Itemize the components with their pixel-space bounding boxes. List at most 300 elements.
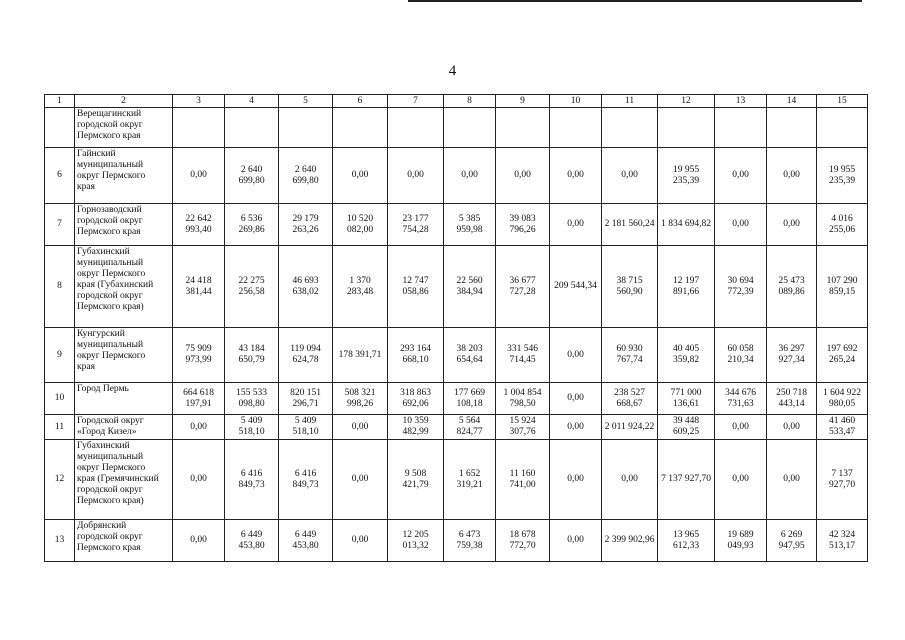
cell-text: 973,99 xyxy=(185,355,212,365)
value-cell xyxy=(602,440,658,520)
value-cell xyxy=(817,383,868,415)
cell-text: городской округ xyxy=(77,291,143,301)
cell-text: 9 508 xyxy=(404,468,427,479)
cell-text: Пермского края) xyxy=(77,302,144,312)
row-number: 12 xyxy=(45,440,75,520)
cell-text: 283,48 xyxy=(346,286,374,297)
value-cell xyxy=(602,204,658,246)
top-border-line xyxy=(408,0,862,2)
value-cell xyxy=(658,108,715,148)
cell-text: городской округ xyxy=(77,120,143,130)
column-header: 12 xyxy=(658,95,715,108)
cell-text: 668,67 xyxy=(616,398,643,409)
value-cell xyxy=(817,328,868,383)
cell-text: 12 197 xyxy=(672,275,700,286)
cell-text: 0,00 xyxy=(567,535,584,545)
cell-text: 1 604 922 xyxy=(823,387,861,398)
value-cell xyxy=(658,520,715,562)
column-header: 10 xyxy=(550,95,602,108)
column-header: 7 xyxy=(388,95,444,108)
cell-text: 12 747 xyxy=(402,275,429,286)
value-cell xyxy=(715,246,767,328)
cell-text: 293 164 xyxy=(400,344,431,354)
value-cell xyxy=(333,520,388,562)
cell-text: 296,71 xyxy=(292,398,319,409)
value-cell xyxy=(496,246,550,328)
value-cell xyxy=(550,108,602,148)
value-cell xyxy=(333,108,388,148)
cell-text: 15 924 xyxy=(509,416,536,426)
value-cell xyxy=(388,246,444,328)
cell-text: 7 137 927,70 xyxy=(661,474,711,484)
cell-text: 508 321 xyxy=(344,387,376,398)
cell-text: 210,34 xyxy=(727,355,754,365)
cell-text: 209 544,34 xyxy=(554,281,597,291)
cell-text: 0,00 xyxy=(621,474,638,484)
cell-text: Пермского края xyxy=(77,227,141,237)
cell-text: 1 834 694,82 xyxy=(661,219,711,229)
value-cell xyxy=(225,204,279,246)
value-cell xyxy=(225,148,279,204)
cell-text: 082,00 xyxy=(346,224,374,235)
cell-text: края (Губахинский xyxy=(77,280,154,290)
cell-text: Городской округ xyxy=(77,416,144,426)
cell-text: 10 520 xyxy=(346,213,374,224)
cell-text: 13 965 xyxy=(672,529,700,540)
cell-text: 5 385 xyxy=(458,213,481,224)
value-cell xyxy=(225,328,279,383)
value-cell xyxy=(333,246,388,328)
cell-text: 41 460 xyxy=(828,416,856,426)
value-cell xyxy=(279,148,333,204)
cell-text: 650,79 xyxy=(238,355,265,365)
cell-text: 43 184 xyxy=(238,344,265,354)
value-cell xyxy=(496,108,550,148)
cell-text: края (Гремячинский xyxy=(77,474,159,484)
cell-text: 820 151 xyxy=(290,387,321,398)
value-cell xyxy=(817,415,868,440)
value-cell xyxy=(767,204,817,246)
cell-text: 46 693 xyxy=(292,275,319,286)
cell-text: 0,00 xyxy=(732,421,749,432)
value-cell xyxy=(444,440,496,520)
value-cell xyxy=(550,328,602,383)
cell-text: городской округ xyxy=(77,532,143,542)
cell-text: 513,17 xyxy=(828,540,856,551)
cell-text: 197 692 xyxy=(826,344,858,354)
value-cell xyxy=(496,383,550,415)
row-number: 13 xyxy=(45,520,75,562)
cell-text: 5 564 xyxy=(458,416,481,426)
value-cell xyxy=(658,383,715,415)
cell-text: 692,06 xyxy=(402,398,429,409)
cell-text: 318 863 xyxy=(400,387,431,398)
table-row xyxy=(45,204,868,246)
value-cell xyxy=(225,246,279,328)
cell-text: 612,33 xyxy=(672,540,700,551)
value-cell xyxy=(388,204,444,246)
value-cell xyxy=(333,148,388,204)
value-cell xyxy=(602,108,658,148)
municipality-name xyxy=(75,246,173,328)
cell-text: 2 011 924,22 xyxy=(604,421,655,432)
cell-text: 23 177 xyxy=(402,213,429,224)
cell-text: 1 004 854 xyxy=(503,387,542,398)
cell-text: края xyxy=(77,362,95,372)
cell-text: 10 359 xyxy=(402,416,429,426)
value-cell xyxy=(496,204,550,246)
value-cell xyxy=(444,415,496,440)
cell-text: Кунгурский xyxy=(77,329,125,339)
cell-text: 624,78 xyxy=(292,355,319,365)
cell-text: 0,00 xyxy=(351,535,369,545)
cell-text: 714,45 xyxy=(509,355,536,365)
value-cell xyxy=(767,520,817,562)
cell-text: 0,00 xyxy=(783,219,800,229)
value-cell xyxy=(173,415,225,440)
value-cell xyxy=(550,440,602,520)
cell-text: 0,00 xyxy=(567,474,584,484)
cell-text: 12 205 xyxy=(402,529,429,540)
value-cell xyxy=(333,415,388,440)
column-header: 15 xyxy=(817,95,868,108)
cell-text: 108,18 xyxy=(456,398,483,409)
value-cell xyxy=(225,440,279,520)
municipality-name xyxy=(75,148,173,204)
cell-text: 0,00 xyxy=(190,170,207,180)
cell-text: 1 370 xyxy=(349,275,371,286)
cell-text: 533,47 xyxy=(828,427,856,437)
page-number: 4 xyxy=(448,63,457,79)
cell-text: 0,00 xyxy=(351,421,369,432)
value-cell xyxy=(444,383,496,415)
cell-text: 609,25 xyxy=(672,427,700,437)
value-cell xyxy=(715,383,767,415)
cell-text: 6 449 xyxy=(240,529,263,540)
cell-text: 0,00 xyxy=(190,474,207,484)
cell-text: 668,10 xyxy=(402,355,429,365)
cell-text: 359,82 xyxy=(672,355,700,365)
cell-text: 235,39 xyxy=(828,175,856,186)
value-cell xyxy=(715,204,767,246)
cell-text: 38 203 xyxy=(456,344,483,354)
cell-text: 155 533 xyxy=(236,387,267,398)
value-cell xyxy=(388,520,444,562)
cell-text: 2 399 902,96 xyxy=(604,535,655,545)
cell-text: 178 391,71 xyxy=(338,349,382,360)
cell-text: Добрянский xyxy=(77,521,127,531)
value-cell xyxy=(817,246,868,328)
cell-text: 849,73 xyxy=(292,479,319,490)
cell-text: 18 678 xyxy=(509,529,536,540)
value-cell xyxy=(658,440,715,520)
cell-text: 0,00 xyxy=(783,421,800,432)
cell-text: 098,80 xyxy=(238,398,265,409)
cell-text: 255,06 xyxy=(828,224,856,235)
cell-text: 2 640 xyxy=(294,164,317,175)
value-cell xyxy=(817,520,868,562)
value-cell xyxy=(496,328,550,383)
cell-text: 927,34 xyxy=(778,355,805,365)
value-cell xyxy=(444,108,496,148)
cell-text: 7 137 xyxy=(831,468,853,479)
value-cell xyxy=(388,415,444,440)
value-cell xyxy=(388,383,444,415)
cell-text: Губахинский xyxy=(77,441,130,451)
cell-text: 22 642 xyxy=(185,213,212,224)
value-cell xyxy=(444,204,496,246)
row-number: 6 xyxy=(45,148,75,204)
cell-text: муниципальный xyxy=(77,452,144,462)
cell-text: 927,70 xyxy=(828,479,856,490)
cell-text: городской округ xyxy=(77,216,143,226)
cell-text: 197,91 xyxy=(185,398,212,409)
value-cell xyxy=(550,148,602,204)
cell-text: 6 416 xyxy=(240,468,263,479)
cell-text: муниципальный xyxy=(77,340,144,350)
cell-text: 699,80 xyxy=(292,175,319,186)
value-cell xyxy=(279,440,333,520)
value-cell xyxy=(767,246,817,328)
cell-text: 443,14 xyxy=(778,398,805,409)
cell-text: 5 409 xyxy=(240,416,263,426)
cell-text: Верещагинский xyxy=(77,109,142,119)
cell-text: 256,58 xyxy=(238,286,265,297)
cell-text: 42 324 xyxy=(828,529,856,540)
cell-text: 269,86 xyxy=(238,224,265,235)
value-cell xyxy=(173,108,225,148)
municipality-name xyxy=(75,108,173,148)
row-number: 8 xyxy=(45,246,75,328)
value-cell xyxy=(333,440,388,520)
value-cell xyxy=(602,383,658,415)
value-cell xyxy=(817,148,868,204)
column-header: 3 xyxy=(173,95,225,108)
cell-text: 6 449 xyxy=(294,529,317,540)
cell-text: 0,00 xyxy=(407,170,424,180)
cell-text: 859,15 xyxy=(828,286,856,297)
table-row xyxy=(45,148,868,204)
column-header: 13 xyxy=(715,95,767,108)
cell-text: 0,00 xyxy=(783,170,800,180)
cell-text: 136,61 xyxy=(672,398,700,409)
value-cell xyxy=(602,520,658,562)
cell-text: 772,39 xyxy=(727,286,754,297)
row-number xyxy=(45,108,75,148)
row-number: 9 xyxy=(45,328,75,383)
value-cell xyxy=(388,108,444,148)
column-header: 14 xyxy=(767,95,817,108)
table-row xyxy=(45,108,868,148)
cell-text: 1 652 xyxy=(458,468,481,479)
cell-text: 0,00 xyxy=(190,421,207,432)
cell-text: 4 016 xyxy=(831,213,853,224)
row-number: 7 xyxy=(45,204,75,246)
cell-text: 453,80 xyxy=(238,540,265,551)
value-cell xyxy=(173,383,225,415)
column-header: 5 xyxy=(279,95,333,108)
cell-text: 947,95 xyxy=(778,540,805,551)
cell-text: 0,00 xyxy=(732,219,749,229)
column-header: 2 xyxy=(75,95,173,108)
cell-text: 38 715 xyxy=(616,275,643,286)
column-header: 8 xyxy=(444,95,496,108)
value-cell xyxy=(173,148,225,204)
value-cell xyxy=(767,148,817,204)
cell-text: 39 083 xyxy=(509,213,536,224)
cell-text: 654,64 xyxy=(456,355,483,365)
cell-text: 19 689 xyxy=(727,529,754,540)
cell-text: 60 058 xyxy=(727,344,754,354)
cell-text: 998,26 xyxy=(346,398,374,409)
value-cell xyxy=(225,415,279,440)
cell-text: 993,40 xyxy=(185,224,212,235)
cell-text: 29 179 xyxy=(292,213,319,224)
cell-text: 381,44 xyxy=(185,286,212,297)
value-cell xyxy=(715,415,767,440)
cell-text: 24 418 xyxy=(185,275,212,286)
cell-text: 0,00 xyxy=(567,170,584,180)
cell-text: округ Пермского xyxy=(77,171,146,181)
table-header-row xyxy=(45,95,868,108)
cell-text: муниципальный xyxy=(77,160,144,170)
value-cell xyxy=(602,148,658,204)
cell-text: 6 473 xyxy=(458,529,481,540)
cell-text: 19 955 xyxy=(672,164,700,175)
value-cell xyxy=(658,246,715,328)
cell-text: 453,80 xyxy=(292,540,319,551)
cell-text: 049,93 xyxy=(727,540,754,551)
cell-text: 0,00 xyxy=(351,474,369,484)
value-cell xyxy=(279,246,333,328)
cell-text: 235,39 xyxy=(672,175,700,186)
value-cell xyxy=(550,415,602,440)
value-cell xyxy=(173,204,225,246)
municipality-name xyxy=(75,204,173,246)
cell-text: 980,05 xyxy=(828,398,856,409)
column-header: 11 xyxy=(602,95,658,108)
cell-text: 331 546 xyxy=(507,344,538,354)
cell-text: 0,00 xyxy=(190,535,207,545)
cell-text: 40 405 xyxy=(672,344,700,354)
cell-text: 767,74 xyxy=(616,355,643,365)
cell-text: 30 694 xyxy=(727,275,754,286)
cell-text: 772,70 xyxy=(509,540,536,551)
cell-text: 6 269 xyxy=(780,529,803,540)
value-cell xyxy=(173,520,225,562)
cell-text: 36 677 xyxy=(509,275,536,286)
value-cell xyxy=(333,328,388,383)
cell-text: 22 275 xyxy=(238,275,265,286)
value-cell xyxy=(279,204,333,246)
value-cell xyxy=(496,148,550,204)
cell-text: 119 094 xyxy=(290,344,321,354)
value-cell xyxy=(602,415,658,440)
row-number: 11 xyxy=(45,415,75,440)
value-cell xyxy=(658,204,715,246)
value-cell xyxy=(715,440,767,520)
cell-text: 0,00 xyxy=(351,170,369,180)
cell-text: 518,10 xyxy=(238,427,265,437)
table-row xyxy=(45,440,868,520)
cell-text: 518,10 xyxy=(292,427,319,437)
cell-text: 2 640 xyxy=(240,164,263,175)
cell-text: 759,38 xyxy=(456,540,483,551)
table-row xyxy=(45,246,868,328)
value-cell xyxy=(817,440,868,520)
cell-text: 0,00 xyxy=(567,349,584,360)
cell-text: 22 560 xyxy=(456,275,483,286)
cell-text: 0,00 xyxy=(732,474,749,484)
cell-text: округ Пермского xyxy=(77,351,146,361)
municipality-name xyxy=(75,520,173,562)
cell-text: 849,73 xyxy=(238,479,265,490)
cell-text: 307,76 xyxy=(509,427,536,437)
value-cell xyxy=(817,108,868,148)
municipality-name xyxy=(75,415,173,440)
cell-text: 664 618 xyxy=(183,387,214,398)
value-cell xyxy=(333,204,388,246)
cell-text: 0,00 xyxy=(567,421,584,432)
cell-text: 089,86 xyxy=(778,286,805,297)
value-cell xyxy=(767,108,817,148)
cell-text: 0,00 xyxy=(461,170,478,180)
cell-text: 638,02 xyxy=(292,286,319,297)
value-cell xyxy=(444,328,496,383)
cell-text: 727,28 xyxy=(509,286,536,297)
cell-text: 824,77 xyxy=(456,427,483,437)
cell-text: 6 536 xyxy=(240,213,263,224)
cell-text: Губахинский xyxy=(77,247,130,257)
value-cell xyxy=(333,383,388,415)
cell-text: 384,94 xyxy=(456,286,483,297)
value-cell xyxy=(767,328,817,383)
value-cell xyxy=(388,148,444,204)
cell-text: 238 527 xyxy=(614,387,645,398)
cell-text: Пермского края) xyxy=(77,496,144,506)
cell-text: 0,00 xyxy=(621,170,638,180)
cell-text: 60 930 xyxy=(616,344,643,354)
cell-text: муниципальный xyxy=(77,258,144,268)
value-cell xyxy=(767,383,817,415)
cell-text: края xyxy=(77,182,95,192)
cell-text: 107 290 xyxy=(826,275,858,286)
value-cell xyxy=(715,520,767,562)
value-cell xyxy=(279,383,333,415)
cell-text: 263,26 xyxy=(292,224,319,235)
cell-text: Гайнский xyxy=(77,149,116,159)
value-cell xyxy=(602,246,658,328)
value-cell xyxy=(225,108,279,148)
value-cell xyxy=(767,440,817,520)
table-row xyxy=(45,520,868,562)
cell-text: 265,24 xyxy=(828,355,856,365)
cell-text: 2 181 560,24 xyxy=(604,219,655,229)
column-header: 9 xyxy=(496,95,550,108)
cell-text: 560,90 xyxy=(616,286,643,297)
cell-text: 344 676 xyxy=(725,387,756,398)
column-header: 6 xyxy=(333,95,388,108)
cell-text: 75 909 xyxy=(185,344,212,354)
cell-text: «Город Кизел» xyxy=(77,427,137,437)
value-cell xyxy=(817,204,868,246)
cell-text: 11 160 xyxy=(509,468,536,479)
cell-text: 36 297 xyxy=(778,344,805,354)
cell-text: 482,99 xyxy=(402,427,429,437)
municipality-name xyxy=(75,328,173,383)
value-cell xyxy=(173,328,225,383)
value-cell xyxy=(715,148,767,204)
